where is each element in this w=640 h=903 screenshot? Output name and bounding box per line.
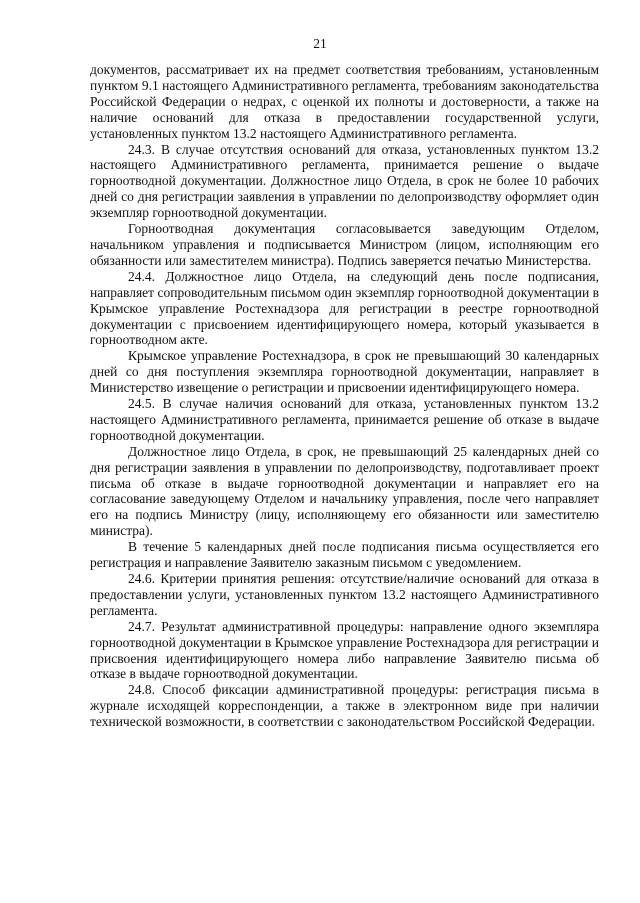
page-number: 21 xyxy=(313,36,327,51)
paragraph-rostekhnadzor: Крымское управление Ростехнадзора, в срок не превышающий 30 календарных дней со дня поступления экземпляра горноотводной документации, направляет в Министерство извещение о регистрации и присвоении идентифицирующего номера. xyxy=(90,348,599,396)
paragraph-24-4: 24.4. Должностное лицо Отдела, на следующий день после подписания, направляет сопроводительным письмом один экземпляр горноотводной документации в Крымское управление Ростехнадзора для регистрации в реестре горноотводной документации с присвоением идентифицирующего номера, который указывается в горноотводном акте. xyxy=(90,268,599,348)
paragraph-24-7: 24.7. Результат административной процедуры: направление одного экземпляра горноотводной документации в Крымское управление Ростехнадзора для регистрации и присвоения идентифицирующего номера либо направление Заявителю письма об отказе в выдаче горноотводной документации. xyxy=(90,618,599,682)
paragraph-24-5: 24.5. В случае наличия оснований для отказа, установленных пунктом 13.2 настоящего Административного регламента, принимается решение об отказе в выдаче горноотводной документации. xyxy=(90,396,599,443)
paragraph-24-6: 24.6. Критерии принятия решения: отсутствие/наличие оснований для отказа в предоставлении услуги, установленных пунктом 13.2 настоящего Административного регламента. xyxy=(90,571,599,618)
paragraph-24-8: 24.8. Способ фиксации административной процедуры: регистрация письма в журнале исходящей корреспонденции, а также в электронном виде при наличии технической возможности, в соответствии с законодательством Российской Федерации. xyxy=(90,682,599,730)
paragraph-refusal-letter: Должностное лицо Отдела, в срок, не превышающий 25 календарных дней со дня регистрации заявления в управлении по делопроизводству, подготавливает проект письма об отказе в выдаче горноотводной документации и направляет его на согласование заведующему Отделом и начальнику управления, после чего направляет его на подпись Министру (лицу, исполняющему его обязанности или заместителю министра). xyxy=(90,443,599,539)
document-body xyxy=(90,62,599,730)
paragraph-approval: Горноотводная документация согласовывается заведующим Отделом, начальником управления и подписывается Министром (лицом, исполняющим его обязанности или заместителем министра). Подпись заверяется печатью Министерства. xyxy=(90,221,599,268)
paragraph-24-3: 24.3. В случае отсутствия оснований для отказа, установленных пунктом 13.2 настоящего Административного регламента, принимается решение о выдаче горноотводной документации. Должностное лицо Отдела, в срок не более 10 рабочих дней со дня регистрации заявления в управлении по делопроизводству оформляет один экземпляр горноотводной документации. xyxy=(90,141,599,221)
paragraph-continuation: документов, рассматривает их на предмет соответствия требованиям, установленным пунктом 9.1 настоящего Административного регламента, требованиям законодательства Российской Федерации о недрах, с оценкой их полноты и достоверности, а также на наличие оснований для отказа в предоставлении государственной услуги, установленных пунктом 13.2 настоящего Административного регламента. xyxy=(90,62,599,141)
paragraph-registration: В течение 5 календарных дней после подписания письма осуществляется его регистрация и направление Заявителю заказным письмом с уведомлением. xyxy=(90,539,599,571)
